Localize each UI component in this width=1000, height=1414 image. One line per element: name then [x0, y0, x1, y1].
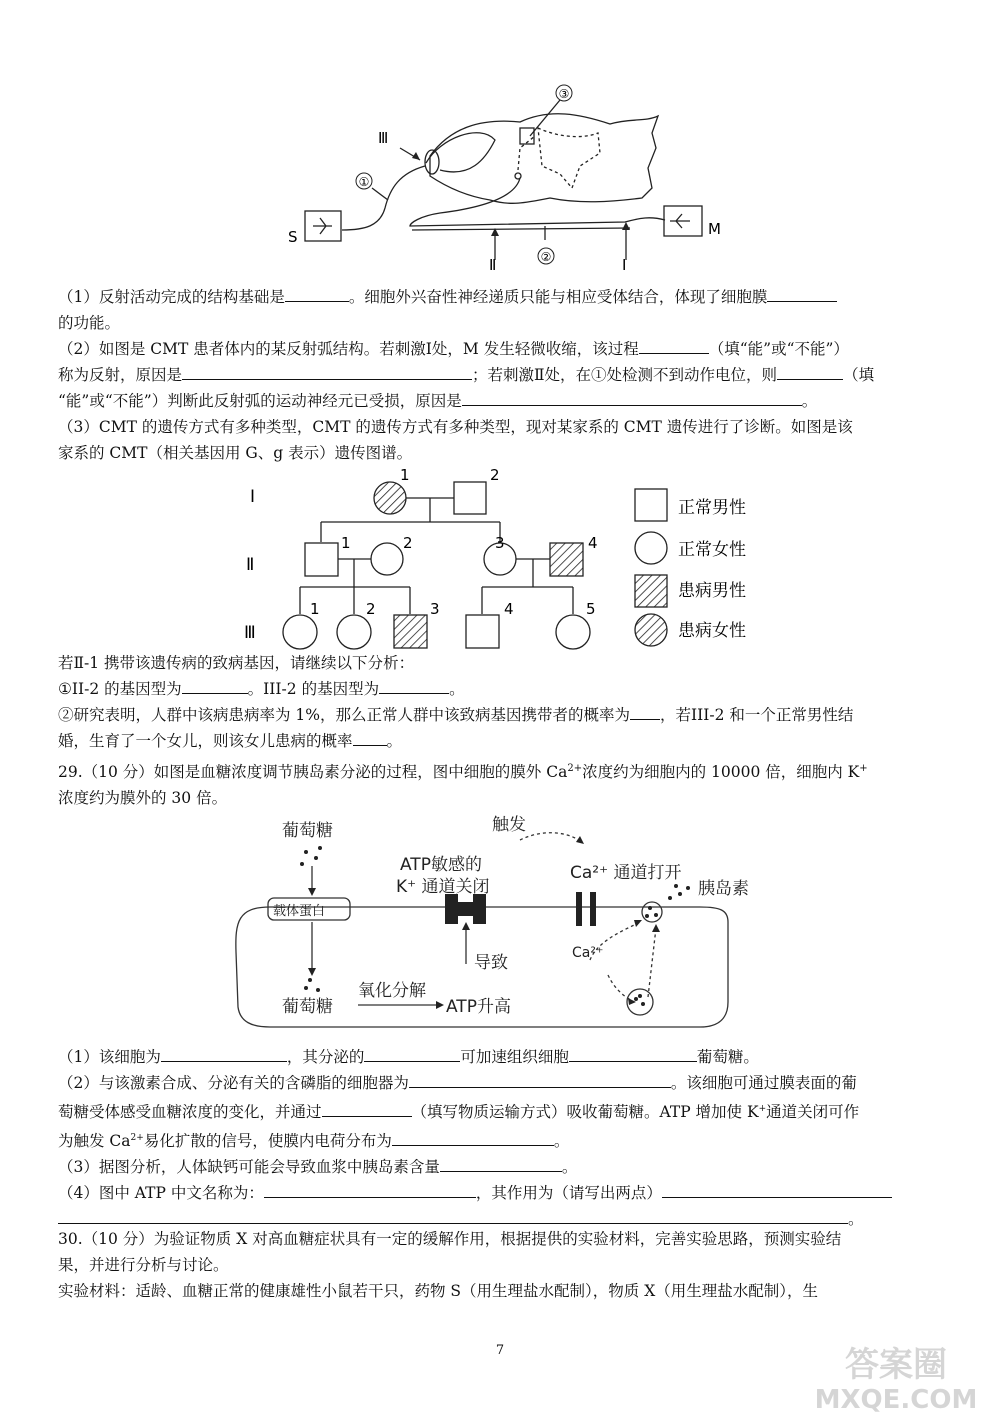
label-trigger: 触发 [492, 815, 526, 835]
legend-normal-female-symbol [635, 532, 667, 564]
generation-III: Ⅲ [244, 623, 256, 643]
watermark-line1: 答案圈 [845, 1345, 947, 1385]
generation-I: Ⅰ [250, 487, 256, 507]
label-1: ① [358, 175, 370, 189]
legend-affected-female-symbol [635, 614, 667, 646]
generation-II: Ⅱ [246, 555, 255, 575]
num: 1 [341, 534, 351, 552]
label-atp-sensitive: ATP敏感的 [400, 855, 482, 875]
question-28-continued: 若Ⅱ-1 携带该遗传病的致病基因，请继续以下分析： ①II-2 的基因型为 。III-2 的基因型为 。 ②研究表明，人群中该病患病率为 1%，那么正常人群中该致病基因携带者的概率为 ，若III-2 和一个正常男性结 婚，生育了一个女儿，则该女儿患病的概率 。 [58, 654, 854, 750]
legend-normal-female: 正常女性 [678, 540, 746, 560]
label-II: Ⅱ [489, 256, 497, 274]
III-1-normal-female [283, 615, 317, 649]
num: 3 [430, 600, 440, 618]
label-glucose-inside: 葡萄糖 [282, 997, 333, 1017]
question-30: 30.（10 分）为验证物质 X 对高血糖症状具有一定的缓解作用，根据提供的实验材料，完善实验思路，预测实验结 果，并进行分析与讨论。 实验材料：适龄、血糖正常的健康雄性小鼠若干只，药物 S（用生理盐水配制），物质 X（用生理盐水配制），生 [58, 1230, 842, 1300]
label-M: M [708, 220, 721, 238]
label-ca-inside: Ca²⁺ [572, 945, 604, 961]
label-carrier-protein: 载体蛋白 [273, 904, 326, 919]
num: 2 [366, 600, 376, 618]
II-2-normal-female [371, 543, 403, 575]
reflex-arc-figure [280, 78, 750, 273]
legend-normal-male-symbol [635, 489, 667, 521]
III-2-normal-female [337, 615, 371, 649]
spinal-cord-outline [430, 114, 658, 204]
I-2-normal-male [454, 482, 486, 514]
label-insulin: 胰岛素 [698, 879, 749, 899]
label-k-channel-closed: K⁺ 通道关闭 [396, 877, 490, 897]
question-28-text: （1）反射活动完成的结构基础是 。细胞外兴奋性神经递质只能与相应受体结合，体现了细胞膜 的功能。 （2）如图是 CMT 患者体内的某反射弧结构。若刺激Ⅰ处，M 发生轻微收缩，该过程 （填“能”或“不能”） 称为反射，原因是 ；若刺激Ⅱ处，在①处检测不到动作电位，则 （填 “能”或“不能”）判断此反射弧的运动神经元已受损，原因是 。 （3）CMT 的遗传方式有多种类型，CMT 的遗传方式有多种类型，现对某家系的 CMT 遗传进行了诊断。如图是该 家系的 CMT（相关基因用 G、g 表示）遗传图谱。 [58, 284, 942, 466]
num: 4 [588, 534, 598, 552]
num: 2 [403, 534, 413, 552]
pedigree-chart [230, 462, 790, 658]
ca-channel-right [590, 892, 596, 926]
II-1-normal-male [305, 543, 338, 576]
afferent-nerve [342, 166, 425, 230]
num: 4 [504, 600, 514, 618]
label-I: Ⅰ [622, 256, 627, 274]
num: 1 [400, 466, 410, 484]
secretory-vesicle [642, 902, 662, 922]
III-4-normal-male [466, 615, 499, 648]
efferent-nerve [410, 178, 665, 226]
watermark-line2: MXQE.COM [814, 1385, 978, 1414]
label-III: Ⅲ [378, 129, 389, 147]
num: 1 [310, 600, 320, 618]
II-4-affected-male [550, 543, 583, 576]
legend-affected-female: 患病女性 [678, 621, 746, 641]
legend-affected-male: 患病男性 [678, 581, 746, 601]
num: 3 [495, 534, 505, 552]
label-S: S [288, 228, 298, 246]
watermark-logo [806, 1340, 986, 1414]
page-number: 7 [495, 1343, 505, 1358]
legend-affected-male-symbol [635, 575, 667, 607]
label-2: ② [540, 250, 552, 264]
legend-normal-male: 正常男性 [678, 498, 746, 518]
ca-channel-left [576, 892, 582, 926]
label-glucose-top: 葡萄糖 [282, 821, 333, 841]
label-3: ③ [558, 87, 570, 101]
question-29-parts: （1）该细胞为 ，其分泌的 可加速组织细胞 葡萄糖。 （2）与该激素合成、分泌有关的含磷脂的细胞器为 。该细胞可通过膜表面的葡 萄糖受体感受血糖浓度的变化，并通过 （填写物质运输方式）吸收葡萄糖。ATP 增加使 K+通道关闭可作 为触发 $Ca^{2+}$易化扩散的信号，使膜内电荷分布为 。 （3）据图分析，人体缺钙可能会导致血浆中胰岛素含量 。 （4）图中 ATP 中文名称为： ，其作用为（请写出两点） 。 [58, 1044, 942, 1232]
label-oxidation: 氧化分解 [358, 981, 426, 1001]
III-3-affected-male [394, 615, 427, 648]
I-1-affected-female [374, 482, 406, 514]
num: 2 [490, 466, 500, 484]
label-cause: 导致 [474, 953, 508, 973]
III-5-normal-female [556, 615, 590, 649]
question-29-intro: 29.（10 分）如图是血糖浓度调节胰岛素分泌的过程，图中细胞的膜外 $Ca^{2+}$浓度约为细胞内的 10000 倍，细胞内 K+ 浓度约为膜外的 30 倍。 [58, 763, 868, 808]
num: 5 [586, 600, 596, 618]
label-ca-channel-open: Ca²⁺ 通道打开 [570, 863, 682, 883]
insulin-secretion-figure [230, 812, 749, 1034]
label-atp-increase: ATP升高 [446, 997, 511, 1017]
